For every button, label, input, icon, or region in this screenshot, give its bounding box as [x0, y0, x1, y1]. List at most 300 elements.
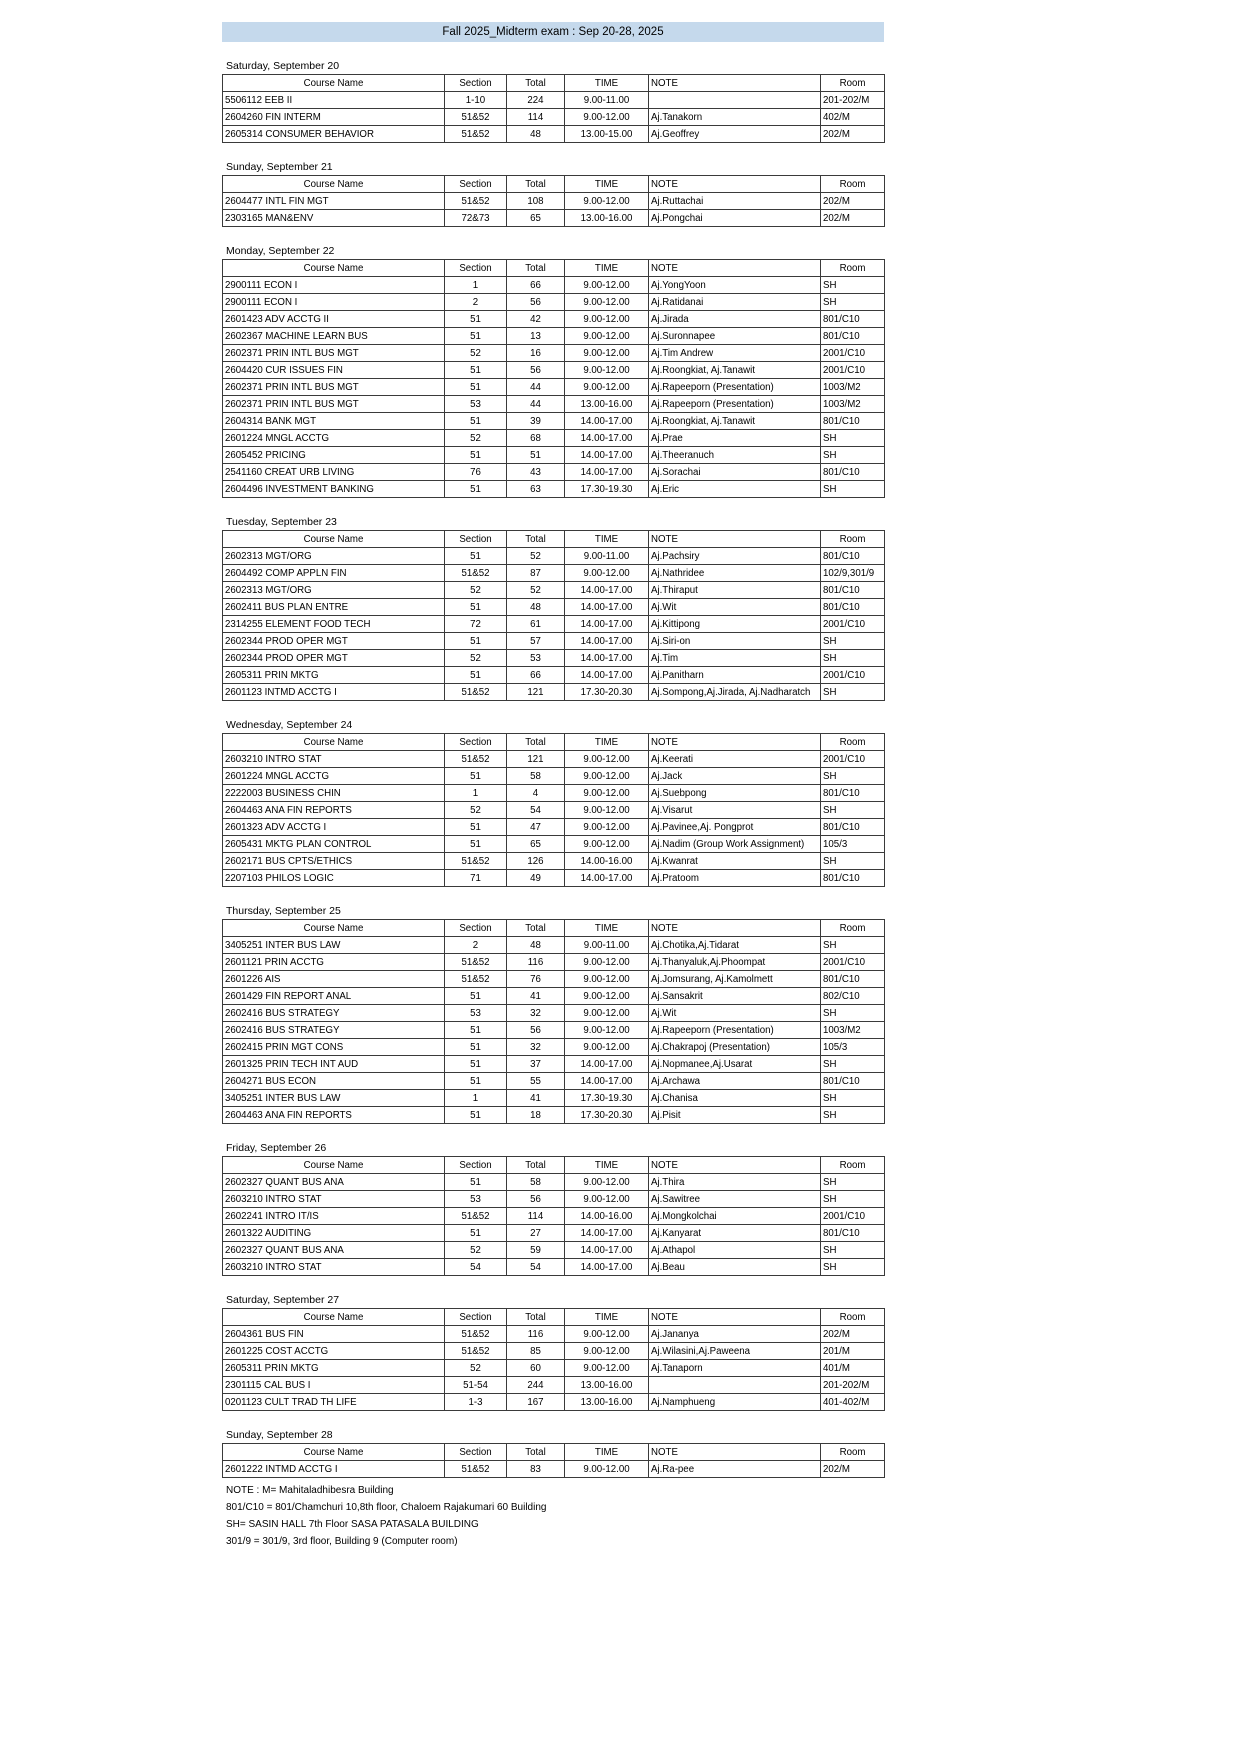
- cell-time: 9.00-12.00: [565, 1022, 649, 1039]
- cell-course: 2602411 BUS PLAN ENTRE: [223, 599, 445, 616]
- cell-time: 14.00-16.00: [565, 1208, 649, 1225]
- cell-total: 48: [507, 937, 565, 954]
- cell-section: 51: [445, 362, 507, 379]
- cell-course: 2602327 QUANT BUS ANA: [223, 1174, 445, 1191]
- column-header-room: Room: [821, 734, 885, 751]
- cell-total: 49: [507, 870, 565, 887]
- cell-time: 9.00-12.00: [565, 311, 649, 328]
- column-header-total: Total: [507, 75, 565, 92]
- cell-course: 2602371 PRIN INTL BUS MGT: [223, 345, 445, 362]
- cell-course: 2602313 MGT/ORG: [223, 548, 445, 565]
- cell-time: 9.00-11.00: [565, 937, 649, 954]
- cell-total: 43: [507, 464, 565, 481]
- cell-note: Aj.Roongkiat, Aj.Tanawit: [649, 413, 821, 430]
- cell-course: 2602416 BUS STRATEGY: [223, 1005, 445, 1022]
- table-row: [223, 1056, 885, 1073]
- column-header-note: NOTE: [649, 920, 821, 937]
- table-row: [223, 109, 885, 126]
- cell-room: 1003/M2: [821, 1022, 885, 1039]
- cell-section: 51: [445, 988, 507, 1005]
- cell-course: 2604361 BUS FIN: [223, 1326, 445, 1343]
- cell-section: 51: [445, 633, 507, 650]
- cell-time: 9.00-11.00: [565, 548, 649, 565]
- column-header-course: Course Name: [223, 920, 445, 937]
- cell-total: 56: [507, 1022, 565, 1039]
- day-block: [222, 59, 884, 143]
- cell-room: SH: [821, 1242, 885, 1259]
- cell-room: SH: [821, 853, 885, 870]
- cell-note: Aj.Sorachai: [649, 464, 821, 481]
- column-header-section: Section: [445, 1309, 507, 1326]
- cell-room: 401/M: [821, 1360, 885, 1377]
- cell-room: 801/C10: [821, 548, 885, 565]
- cell-total: 61: [507, 616, 565, 633]
- cell-total: 48: [507, 126, 565, 143]
- table-row: [223, 1377, 885, 1394]
- document-title: Fall 2025_Midterm exam : Sep 20-28, 2025: [222, 22, 884, 42]
- cell-total: 167: [507, 1394, 565, 1411]
- cell-note: Aj.Pratoom: [649, 870, 821, 887]
- cell-note: Aj.Panitharn: [649, 667, 821, 684]
- cell-section: 51: [445, 1022, 507, 1039]
- cell-total: 224: [507, 92, 565, 109]
- day-block: [222, 515, 884, 701]
- column-header-section: Section: [445, 920, 507, 937]
- cell-room: 202/M: [821, 1326, 885, 1343]
- column-header-total: Total: [507, 1157, 565, 1174]
- day-block: [222, 1428, 884, 1478]
- table-header-row: [223, 1157, 885, 1174]
- column-header-section: Section: [445, 75, 507, 92]
- table-row: [223, 768, 885, 785]
- table-row: [223, 277, 885, 294]
- cell-note: Aj.Sompong,Aj.Jirada, Aj.Nadharatch: [649, 684, 821, 701]
- column-header-time: TIME: [565, 75, 649, 92]
- table-row: [223, 751, 885, 768]
- day-block: [222, 160, 884, 227]
- cell-room: SH: [821, 430, 885, 447]
- cell-note: Aj.Sansakrit: [649, 988, 821, 1005]
- cell-time: 14.00-17.00: [565, 582, 649, 599]
- column-header-total: Total: [507, 920, 565, 937]
- cell-note: Aj.Kanyarat: [649, 1225, 821, 1242]
- cell-section: 54: [445, 1259, 507, 1276]
- column-header-total: Total: [507, 734, 565, 751]
- table-row: [223, 954, 885, 971]
- cell-total: 121: [507, 751, 565, 768]
- table-row: [223, 1208, 885, 1225]
- column-header-note: NOTE: [649, 531, 821, 548]
- cell-note: Aj.Suronnapee: [649, 328, 821, 345]
- cell-room: SH: [821, 1107, 885, 1124]
- cell-total: 41: [507, 1090, 565, 1107]
- cell-time: 9.00-12.00: [565, 345, 649, 362]
- cell-room: 1003/M2: [821, 379, 885, 396]
- cell-room: 102/9,301/9: [821, 565, 885, 582]
- table-row: [223, 633, 885, 650]
- cell-course: 2604477 INTL FIN MGT: [223, 193, 445, 210]
- cell-room: 201/M: [821, 1343, 885, 1360]
- cell-note: Aj.YongYoon: [649, 277, 821, 294]
- cell-time: 9.00-12.00: [565, 1005, 649, 1022]
- cell-room: SH: [821, 1191, 885, 1208]
- cell-room: 801/C10: [821, 582, 885, 599]
- table-row: [223, 616, 885, 633]
- cell-room: SH: [821, 481, 885, 498]
- cell-room: 201-202/M: [821, 92, 885, 109]
- cell-section: 72&73: [445, 210, 507, 227]
- cell-section: 51: [445, 379, 507, 396]
- cell-time: 14.00-17.00: [565, 1259, 649, 1276]
- column-header-time: TIME: [565, 1157, 649, 1174]
- cell-course: 2603210 INTRO STAT: [223, 1191, 445, 1208]
- cell-course: 5506112 EEB II: [223, 92, 445, 109]
- cell-room: 2001/C10: [821, 751, 885, 768]
- table-header-row: [223, 734, 885, 751]
- cell-total: 76: [507, 971, 565, 988]
- cell-section: 51: [445, 447, 507, 464]
- table-row: [223, 413, 885, 430]
- cell-note: Aj.Tanakorn: [649, 109, 821, 126]
- cell-note: Aj.Mongkolchai: [649, 1208, 821, 1225]
- cell-total: 56: [507, 294, 565, 311]
- cell-room: 801/C10: [821, 1225, 885, 1242]
- table-row: [223, 650, 885, 667]
- cell-section: 52: [445, 1360, 507, 1377]
- cell-note: Aj.Nathridee: [649, 565, 821, 582]
- cell-section: 51: [445, 311, 507, 328]
- cell-section: 51: [445, 667, 507, 684]
- cell-time: 13.00-16.00: [565, 396, 649, 413]
- cell-time: 9.00-12.00: [565, 1191, 649, 1208]
- cell-note: Aj.Roongkiat, Aj.Tanawit: [649, 362, 821, 379]
- column-header-course: Course Name: [223, 1444, 445, 1461]
- cell-time: 9.00-12.00: [565, 988, 649, 1005]
- cell-course: 2605311 PRIN MKTG: [223, 667, 445, 684]
- cell-course: 2605311 PRIN MKTG: [223, 1360, 445, 1377]
- cell-course: 2207103 PHILOS LOGIC: [223, 870, 445, 887]
- cell-total: 108: [507, 193, 565, 210]
- cell-section: 52: [445, 345, 507, 362]
- table-row: [223, 481, 885, 498]
- cell-section: 51: [445, 1107, 507, 1124]
- cell-section: 51: [445, 819, 507, 836]
- table-row: [223, 1022, 885, 1039]
- cell-total: 65: [507, 836, 565, 853]
- cell-time: 9.00-12.00: [565, 971, 649, 988]
- cell-note: Aj.Wilasini,Aj.Paweena: [649, 1343, 821, 1360]
- table-row: [223, 684, 885, 701]
- cell-time: 9.00-12.00: [565, 751, 649, 768]
- cell-note: Aj.Wit: [649, 1005, 821, 1022]
- column-header-time: TIME: [565, 176, 649, 193]
- cell-time: 17.30-20.30: [565, 684, 649, 701]
- table-header-row: [223, 75, 885, 92]
- cell-total: 58: [507, 1174, 565, 1191]
- column-header-time: TIME: [565, 734, 649, 751]
- column-header-note: NOTE: [649, 75, 821, 92]
- cell-total: 59: [507, 1242, 565, 1259]
- cell-section: 2: [445, 937, 507, 954]
- column-header-course: Course Name: [223, 176, 445, 193]
- cell-time: 14.00-17.00: [565, 1242, 649, 1259]
- table-row: [223, 1090, 885, 1107]
- cell-total: 63: [507, 481, 565, 498]
- cell-section: 53: [445, 1191, 507, 1208]
- cell-course: 2602241 INTRO IT/IS: [223, 1208, 445, 1225]
- cell-note: Aj.Tanaporn: [649, 1360, 821, 1377]
- cell-course: 2604260 FIN INTERM: [223, 109, 445, 126]
- cell-note: Aj.Rapeeporn (Presentation): [649, 396, 821, 413]
- day-heading: Monday, September 22: [226, 245, 335, 257]
- table-row: [223, 328, 885, 345]
- table-row: [223, 396, 885, 413]
- cell-course: 2541160 CREAT URB LIVING: [223, 464, 445, 481]
- cell-room: SH: [821, 633, 885, 650]
- footnote-line: NOTE : M= Mahitaladhibesra Building: [226, 1485, 394, 1496]
- table-row: [223, 582, 885, 599]
- table-row: [223, 92, 885, 109]
- column-header-note: NOTE: [649, 176, 821, 193]
- cell-course: 2604271 BUS ECON: [223, 1073, 445, 1090]
- table-row: [223, 870, 885, 887]
- cell-course: 2602371 PRIN INTL BUS MGT: [223, 396, 445, 413]
- cell-room: 202/M: [821, 126, 885, 143]
- cell-note: Aj.Jananya: [649, 1326, 821, 1343]
- cell-total: 47: [507, 819, 565, 836]
- cell-time: 14.00-17.00: [565, 1225, 649, 1242]
- cell-time: 9.00-12.00: [565, 109, 649, 126]
- day-block: [222, 1141, 884, 1276]
- cell-time: 13.00-16.00: [565, 210, 649, 227]
- cell-time: 14.00-17.00: [565, 650, 649, 667]
- cell-note: Aj.Ratidanai: [649, 294, 821, 311]
- cell-section: 1-3: [445, 1394, 507, 1411]
- table-row: [223, 785, 885, 802]
- table-header-row: [223, 1309, 885, 1326]
- cell-course: 2301115 CAL BUS I: [223, 1377, 445, 1394]
- day-schedule-table: [222, 175, 885, 227]
- table-row: [223, 379, 885, 396]
- cell-room: SH: [821, 447, 885, 464]
- cell-course: 2303165 MAN&ENV: [223, 210, 445, 227]
- cell-time: 14.00-17.00: [565, 413, 649, 430]
- cell-note: Aj.Namphueng: [649, 1394, 821, 1411]
- table-row: [223, 1461, 885, 1478]
- cell-time: 9.00-11.00: [565, 92, 649, 109]
- cell-course: 2601224 MNGL ACCTG: [223, 430, 445, 447]
- column-header-course: Course Name: [223, 260, 445, 277]
- cell-note: Aj.Athapol: [649, 1242, 821, 1259]
- column-header-note: NOTE: [649, 260, 821, 277]
- cell-section: 51: [445, 836, 507, 853]
- cell-note: Aj.Archawa: [649, 1073, 821, 1090]
- cell-section: 51: [445, 481, 507, 498]
- cell-total: 85: [507, 1343, 565, 1360]
- cell-room: 801/C10: [821, 311, 885, 328]
- column-header-room: Room: [821, 1309, 885, 1326]
- footnote-line: SH= SASIN HALL 7th Floor SASA PATASALA BUILDING: [226, 1519, 479, 1530]
- cell-total: 32: [507, 1039, 565, 1056]
- cell-total: 55: [507, 1073, 565, 1090]
- cell-total: 244: [507, 1377, 565, 1394]
- table-row: [223, 345, 885, 362]
- cell-total: 39: [507, 413, 565, 430]
- cell-room: 2001/C10: [821, 954, 885, 971]
- cell-note: [649, 1377, 821, 1394]
- table-header-row: [223, 920, 885, 937]
- table-header-row: [223, 176, 885, 193]
- cell-section: 53: [445, 1005, 507, 1022]
- cell-time: 9.00-12.00: [565, 954, 649, 971]
- cell-course: 2602416 BUS STRATEGY: [223, 1022, 445, 1039]
- cell-time: 14.00-17.00: [565, 870, 649, 887]
- cell-time: 14.00-17.00: [565, 1056, 649, 1073]
- column-header-room: Room: [821, 531, 885, 548]
- column-header-course: Course Name: [223, 531, 445, 548]
- cell-course: 2605452 PRICING: [223, 447, 445, 464]
- column-header-total: Total: [507, 1444, 565, 1461]
- cell-section: 51: [445, 1174, 507, 1191]
- cell-time: 9.00-12.00: [565, 819, 649, 836]
- cell-course: 2601429 FIN REPORT ANAL: [223, 988, 445, 1005]
- cell-time: 14.00-17.00: [565, 447, 649, 464]
- cell-total: 114: [507, 1208, 565, 1225]
- cell-note: Aj.Kwanrat: [649, 853, 821, 870]
- column-header-time: TIME: [565, 920, 649, 937]
- column-header-room: Room: [821, 75, 885, 92]
- cell-note: Aj.Eric: [649, 481, 821, 498]
- cell-section: 1: [445, 277, 507, 294]
- cell-total: 52: [507, 548, 565, 565]
- cell-time: 14.00-17.00: [565, 1073, 649, 1090]
- cell-note: Aj.Jomsurang, Aj.Kamolmett: [649, 971, 821, 988]
- table-row: [223, 988, 885, 1005]
- day-block: [222, 244, 884, 498]
- table-row: [223, 294, 885, 311]
- cell-note: Aj.Ruttachai: [649, 193, 821, 210]
- column-header-section: Section: [445, 531, 507, 548]
- day-schedule-table: [222, 733, 885, 887]
- cell-section: 76: [445, 464, 507, 481]
- cell-course: 2314255 ELEMENT FOOD TECH: [223, 616, 445, 633]
- cell-note: Aj.Keerati: [649, 751, 821, 768]
- day-block: [222, 718, 884, 887]
- column-header-room: Room: [821, 920, 885, 937]
- cell-total: 116: [507, 954, 565, 971]
- cell-section: 52: [445, 1242, 507, 1259]
- cell-room: 202/M: [821, 1461, 885, 1478]
- cell-total: 16: [507, 345, 565, 362]
- cell-total: 116: [507, 1326, 565, 1343]
- cell-section: 51&52: [445, 971, 507, 988]
- cell-course: 2601423 ADV ACCTG II: [223, 311, 445, 328]
- cell-note: Aj.Pachsiry: [649, 548, 821, 565]
- day-heading: Saturday, September 20: [226, 60, 340, 72]
- cell-section: 51&52: [445, 751, 507, 768]
- cell-room: 401-402/M: [821, 1394, 885, 1411]
- cell-section: 51&52: [445, 1461, 507, 1478]
- cell-total: 4: [507, 785, 565, 802]
- cell-course: 2604463 ANA FIN REPORTS: [223, 802, 445, 819]
- cell-note: Aj.Tim Andrew: [649, 345, 821, 362]
- cell-total: 42: [507, 311, 565, 328]
- cell-time: 9.00-12.00: [565, 1039, 649, 1056]
- cell-time: 14.00-17.00: [565, 599, 649, 616]
- cell-time: 14.00-17.00: [565, 667, 649, 684]
- column-header-total: Total: [507, 531, 565, 548]
- cell-total: 56: [507, 362, 565, 379]
- cell-room: SH: [821, 802, 885, 819]
- table-row: [223, 1005, 885, 1022]
- cell-course: 2604463 ANA FIN REPORTS: [223, 1107, 445, 1124]
- cell-section: 52: [445, 650, 507, 667]
- cell-course: 2604314 BANK MGT: [223, 413, 445, 430]
- table-row: [223, 1107, 885, 1124]
- column-header-note: NOTE: [649, 734, 821, 751]
- table-row: [223, 430, 885, 447]
- cell-note: Aj.Tim: [649, 650, 821, 667]
- cell-total: 48: [507, 599, 565, 616]
- column-header-course: Course Name: [223, 75, 445, 92]
- cell-room: 1003/M2: [821, 396, 885, 413]
- cell-section: 51&52: [445, 193, 507, 210]
- cell-course: 2602171 BUS CPTS/ETHICS: [223, 853, 445, 870]
- cell-room: 801/C10: [821, 971, 885, 988]
- cell-course: 2601323 ADV ACCTG I: [223, 819, 445, 836]
- cell-course: 2605431 MKTG PLAN CONTROL: [223, 836, 445, 853]
- day-schedule-table: [222, 919, 885, 1124]
- cell-room: SH: [821, 650, 885, 667]
- column-header-time: TIME: [565, 260, 649, 277]
- cell-total: 32: [507, 1005, 565, 1022]
- cell-section: 51: [445, 1225, 507, 1242]
- cell-course: 2601224 MNGL ACCTG: [223, 768, 445, 785]
- cell-total: 52: [507, 582, 565, 599]
- cell-time: 9.00-12.00: [565, 193, 649, 210]
- cell-total: 44: [507, 379, 565, 396]
- cell-course: 2604496 INVESTMENT BANKING: [223, 481, 445, 498]
- table-row: [223, 1360, 885, 1377]
- cell-course: 2900111 ECON I: [223, 277, 445, 294]
- day-heading: Saturday, September 27: [226, 1294, 340, 1306]
- day-sections: [222, 59, 884, 1478]
- table-row: [223, 1242, 885, 1259]
- cell-note: Aj.Sawitree: [649, 1191, 821, 1208]
- cell-course: 2601322 AUDITING: [223, 1225, 445, 1242]
- cell-room: SH: [821, 1005, 885, 1022]
- cell-note: [649, 92, 821, 109]
- cell-note: Aj.Rapeeporn (Presentation): [649, 379, 821, 396]
- cell-section: 51: [445, 1073, 507, 1090]
- cell-course: 0201123 CULT TRAD TH LIFE: [223, 1394, 445, 1411]
- cell-course: 2602371 PRIN INTL BUS MGT: [223, 379, 445, 396]
- cell-total: 27: [507, 1225, 565, 1242]
- cell-room: 2001/C10: [821, 667, 885, 684]
- cell-note: Aj.Kittipong: [649, 616, 821, 633]
- cell-course: 3405251 INTER BUS LAW: [223, 937, 445, 954]
- cell-total: 83: [507, 1461, 565, 1478]
- cell-total: 18: [507, 1107, 565, 1124]
- cell-note: Aj.Chotika,Aj.Tidarat: [649, 937, 821, 954]
- cell-room: 801/C10: [821, 870, 885, 887]
- cell-room: SH: [821, 294, 885, 311]
- column-header-time: TIME: [565, 1444, 649, 1461]
- cell-section: 51&52: [445, 1343, 507, 1360]
- cell-section: 53: [445, 396, 507, 413]
- cell-time: 9.00-12.00: [565, 785, 649, 802]
- cell-course: 2602344 PROD OPER MGT: [223, 633, 445, 650]
